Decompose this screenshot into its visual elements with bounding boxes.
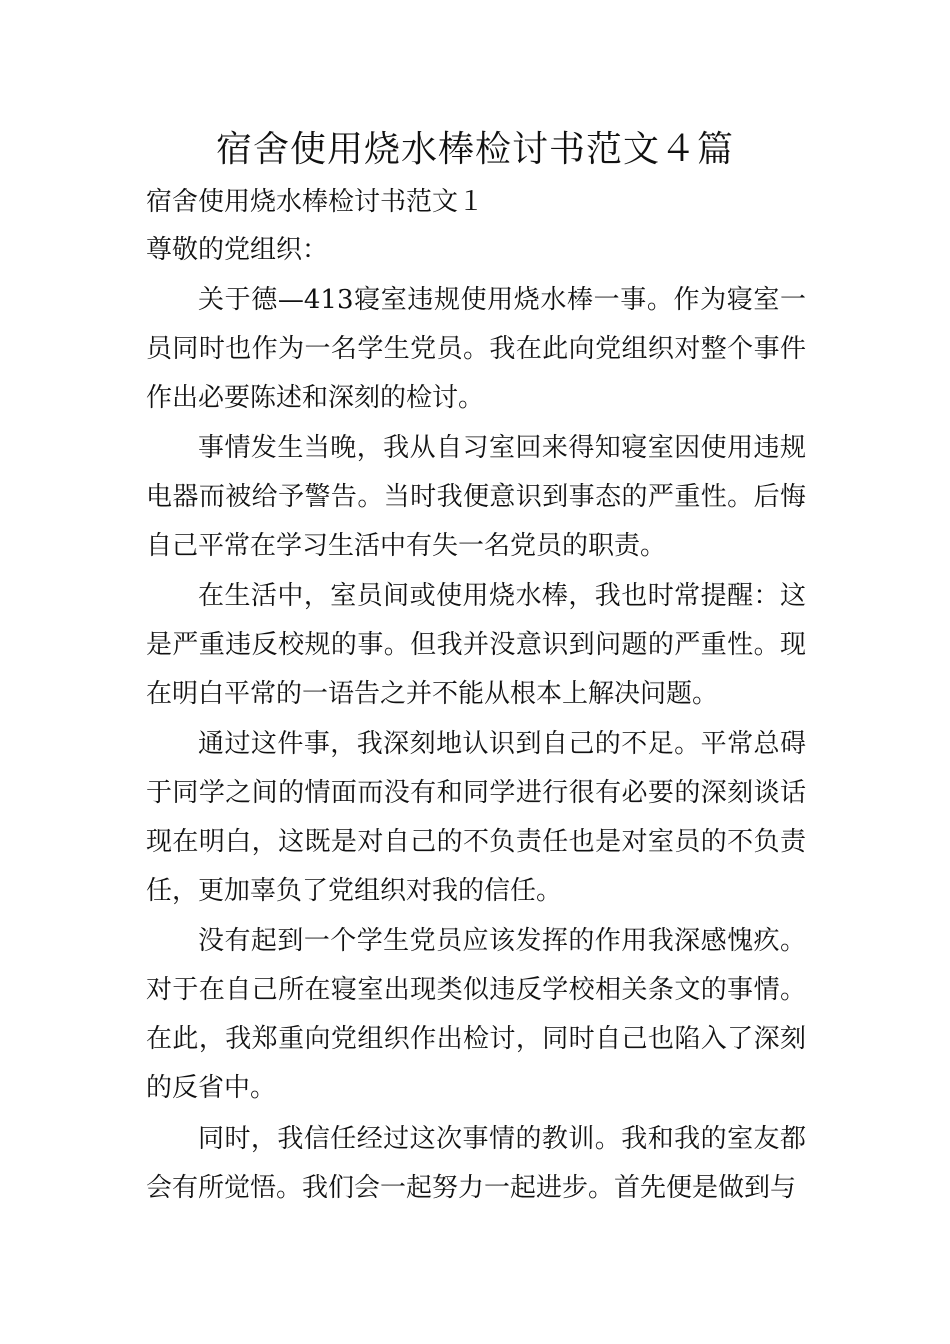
salutation: 尊敬的党组织：	[146, 235, 329, 265]
paragraph-5: 没有起到一个学生党员应该发挥的作用我深感愧疚。对于在自己所在寝室出现类似违反学校相关条文的事情。在此，我郑重向党组织作出检讨，同时自己也陷入了深刻的反省中。	[146, 926, 806, 1103]
document-title: 宿舍使用烧水棒检讨书范文４篇	[215, 129, 734, 170]
paragraph-1: 关于德—413寝室违规使用烧水棒一事。作为寝室一员同时也作为一名学生党员。我在此向党组织对整个事件作出必要陈述和深刻的检讨。	[146, 285, 806, 413]
paragraph-4: 通过这件事，我深刻地认识到自己的不足。平常总碍于同学之间的情面而没有和同学进行很有必要的深刻谈话现在明白，这既是对自己的不负责任也是对室员的不负责任，更加辜负了党组织对我的信任。	[146, 729, 806, 906]
paragraph-2: 事情发生当晚，我从自习室回来得知寝室因使用违规电器而被给予警告。当时我便意识到事态的严重性。后悔自己平常在学习生活中有失一名党员的职责。	[146, 433, 806, 561]
paragraph-3: 在生活中，室员间或使用烧水棒，我也时常提醒：这是严重违反校规的事。但我并没意识到问题的严重性。现在明白平常的一语告之并不能从根本上解决问题。	[146, 581, 806, 709]
paragraph-6: 同时，我信任经过这次事情的教训。我和我的室友都会有所觉悟。我们会一起努力一起进步。首先便是做到与	[146, 1124, 806, 1203]
section-heading: 宿舍使用烧水棒检讨书范文１	[146, 187, 485, 217]
